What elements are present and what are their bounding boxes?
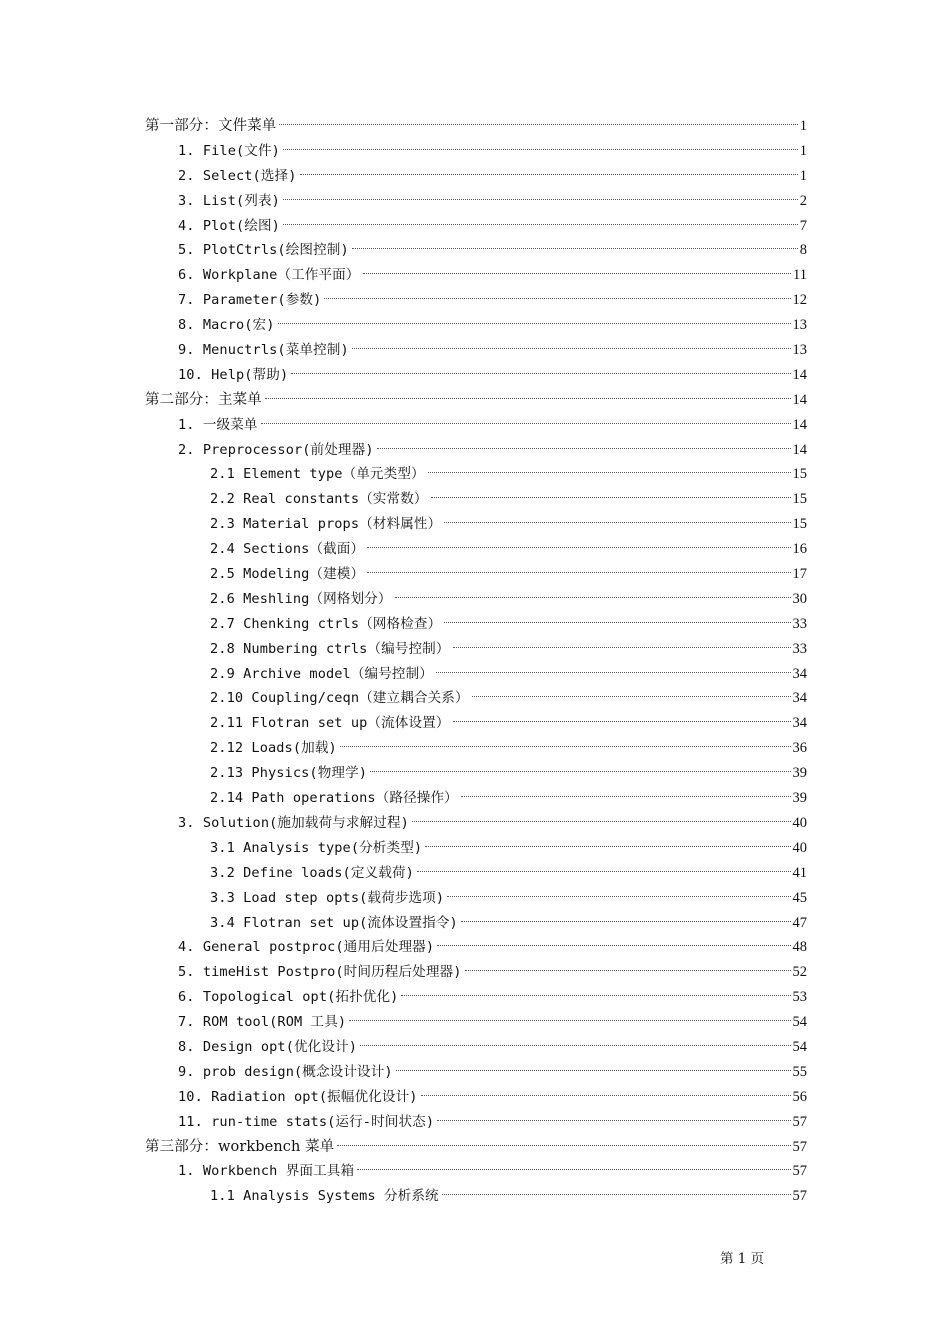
toc-dot-leader bbox=[300, 174, 798, 175]
toc-entry-label: 7. Parameter(参数) bbox=[178, 292, 322, 309]
toc-dot-leader bbox=[453, 647, 791, 648]
toc-entry-label: 2.8 Numbering ctrls（编号控制） bbox=[210, 640, 450, 657]
toc-entry[interactable] bbox=[145, 1060, 807, 1085]
toc-dot-leader bbox=[370, 771, 790, 772]
toc-entry-label: 2.5 Modeling（建模） bbox=[210, 566, 365, 583]
toc-entry-page-number: 2 bbox=[799, 192, 807, 209]
toc-entry[interactable] bbox=[145, 911, 807, 936]
toc-entry[interactable] bbox=[145, 288, 807, 313]
toc-entry[interactable] bbox=[145, 487, 807, 512]
toc-entry-page-number: 40 bbox=[792, 814, 807, 831]
toc-entry-label: 2.4 Sections（截面） bbox=[210, 541, 365, 558]
toc-entry-page-number: 57 bbox=[792, 1138, 807, 1155]
toc-entry-label: 2.6 Meshling（网格划分） bbox=[210, 590, 392, 607]
toc-entry-page-number: 40 bbox=[792, 839, 807, 856]
toc-entry-page-number: 1 bbox=[799, 118, 807, 134]
toc-entry-page-number: 54 bbox=[792, 1014, 807, 1031]
toc-entry-page-number: 14 bbox=[792, 391, 807, 408]
toc-entry-label: 5. timeHist Postpro(时间历程后处理器) bbox=[178, 964, 462, 981]
toc-dot-leader bbox=[265, 398, 791, 399]
toc-entry[interactable] bbox=[145, 711, 807, 736]
toc-dot-leader bbox=[401, 995, 790, 996]
toc-entry[interactable] bbox=[145, 462, 807, 487]
toc-entry-page-number: 17 bbox=[792, 566, 807, 583]
toc-dot-leader bbox=[367, 547, 790, 548]
toc-entry-page-number: 15 bbox=[792, 516, 807, 533]
toc-entry[interactable] bbox=[145, 1159, 807, 1184]
toc-dot-leader bbox=[324, 298, 790, 299]
toc-dot-leader bbox=[447, 896, 790, 897]
toc-dot-leader bbox=[363, 273, 791, 274]
toc-entry[interactable] bbox=[145, 338, 807, 363]
toc-dot-leader bbox=[261, 423, 791, 424]
toc-entry-page-number: 57 bbox=[792, 1163, 807, 1180]
toc-entry[interactable] bbox=[145, 861, 807, 886]
toc-entry[interactable] bbox=[145, 1010, 807, 1035]
toc-dot-leader bbox=[283, 224, 798, 225]
toc-entry-label: 8. Design opt(优化设计) bbox=[178, 1038, 358, 1055]
toc-dot-leader bbox=[461, 921, 791, 922]
toc-entry[interactable] bbox=[145, 637, 807, 662]
toc-entry-label: 7. ROM tool(ROM 工具) bbox=[178, 1014, 347, 1031]
toc-entry-page-number: 15 bbox=[792, 491, 807, 508]
toc-entry-page-number: 1 bbox=[799, 167, 807, 184]
toc-entry[interactable] bbox=[145, 164, 807, 189]
toc-dot-leader bbox=[377, 448, 791, 449]
toc-entry[interactable] bbox=[145, 388, 807, 413]
toc-entry-page-number: 52 bbox=[792, 964, 807, 981]
toc-entry[interactable] bbox=[145, 214, 807, 239]
toc-entry-label: 2.3 Material props（材料属性） bbox=[210, 516, 442, 533]
toc-entry-label: 2.13 Physics(物理学) bbox=[210, 765, 368, 782]
toc-entry-page-number: 45 bbox=[792, 889, 807, 906]
toc-entry-label: 2.1 Element type（单元类型） bbox=[210, 466, 425, 483]
toc-entry[interactable] bbox=[145, 189, 807, 214]
toc-entry[interactable] bbox=[145, 612, 807, 637]
toc-dot-leader bbox=[421, 1095, 791, 1096]
toc-entry-label: 1.1 Analysis Systems 分析系统 bbox=[210, 1188, 439, 1205]
toc-entry[interactable] bbox=[145, 114, 807, 139]
toc-entry[interactable] bbox=[145, 139, 807, 164]
toc-dot-leader bbox=[278, 323, 791, 324]
toc-dot-leader bbox=[283, 149, 798, 150]
toc-entry-page-number: 34 bbox=[792, 715, 807, 732]
toc-dot-leader bbox=[283, 199, 798, 200]
toc-entry-page-number: 15 bbox=[792, 466, 807, 483]
toc-entry-label: 6. Workplane（工作平面） bbox=[178, 267, 360, 284]
toc-dot-leader bbox=[472, 696, 791, 697]
toc-entry[interactable] bbox=[145, 1035, 807, 1060]
toc-entry-label: 第三部分：workbench 菜单 bbox=[145, 1138, 335, 1155]
toc-entry-label: 3.2 Define loads(定义载荷) bbox=[210, 864, 414, 881]
toc-entry-page-number: 48 bbox=[792, 939, 807, 956]
toc-entry-page-number: 39 bbox=[792, 790, 807, 807]
toc-entry-page-number: 13 bbox=[792, 342, 807, 359]
toc-dot-leader bbox=[340, 746, 791, 747]
toc-entry-label: 2.10 Coupling/ceqn（建立耦合关系） bbox=[210, 690, 469, 707]
toc-entry-label: 第一部分：文件菜单 bbox=[145, 118, 277, 134]
toc-dot-leader bbox=[337, 1145, 790, 1146]
toc-entry-page-number: 34 bbox=[792, 665, 807, 682]
toc-entry-label: 2. Preprocessor(前处理器) bbox=[178, 441, 374, 458]
toc-entry-page-number: 41 bbox=[792, 864, 807, 881]
toc-entry-label: 1. Workbench 界面工具箱 bbox=[178, 1163, 355, 1180]
toc-entry[interactable] bbox=[145, 786, 807, 811]
toc-entry-label: 2.7 Chenking ctrls（网格检查） bbox=[210, 615, 442, 632]
toc-entry-page-number: 14 bbox=[792, 441, 807, 458]
toc-entry-page-number: 39 bbox=[792, 765, 807, 782]
toc-entry-page-number: 33 bbox=[792, 640, 807, 657]
toc-dot-leader bbox=[431, 497, 791, 498]
toc-entry-page-number: 11 bbox=[793, 267, 807, 284]
toc-dot-leader bbox=[428, 472, 791, 473]
toc-dot-leader bbox=[357, 1169, 790, 1170]
toc-entry-label: 10. Help(帮助) bbox=[178, 366, 289, 383]
toc-entry-page-number: 16 bbox=[792, 541, 807, 558]
toc-entry[interactable] bbox=[145, 537, 807, 562]
toc-entry-page-number: 47 bbox=[792, 914, 807, 931]
toc-entry[interactable] bbox=[145, 263, 807, 288]
toc-entry-label: 2.12 Loads(加载) bbox=[210, 740, 337, 757]
page-footer: 第 1 页 bbox=[720, 1251, 765, 1267]
toc-entry[interactable] bbox=[145, 935, 807, 960]
toc-entry-label: 3.1 Analysis type(分析类型) bbox=[210, 839, 423, 856]
toc-entry-label: 3. Solution(施加载荷与求解过程) bbox=[178, 814, 409, 831]
toc-entry-label: 1. File(文件) bbox=[178, 142, 280, 159]
toc-entry-page-number: 14 bbox=[792, 416, 807, 433]
toc-entry[interactable] bbox=[145, 811, 807, 836]
toc-entry-label: 2.9 Archive model（编号控制） bbox=[210, 665, 433, 682]
toc-entry[interactable] bbox=[145, 313, 807, 338]
toc-entry-page-number: 54 bbox=[792, 1038, 807, 1055]
toc-entry-page-number: 30 bbox=[792, 590, 807, 607]
toc-entry[interactable] bbox=[145, 438, 807, 463]
toc-entry-page-number: 13 bbox=[792, 317, 807, 334]
toc-entry-label: 2.14 Path operations（路径操作） bbox=[210, 790, 458, 807]
toc-entry-label: 2.2 Real constants（实常数） bbox=[210, 491, 428, 508]
toc-dot-leader bbox=[442, 1194, 791, 1195]
toc-dot-leader bbox=[417, 871, 791, 872]
toc-entry-label: 4. Plot(绘图) bbox=[178, 217, 280, 234]
toc-entry[interactable] bbox=[145, 1184, 807, 1209]
toc-entry[interactable] bbox=[145, 1085, 807, 1110]
toc-entry-label: 3.3 Load step opts(载荷步选项) bbox=[210, 889, 445, 906]
toc-entry-label: 4. General postproc(通用后处理器) bbox=[178, 939, 435, 956]
toc-dot-leader bbox=[436, 672, 791, 673]
toc-entry-page-number: 14 bbox=[792, 366, 807, 383]
toc-entry-label: 第二部分：主菜单 bbox=[145, 391, 262, 408]
toc-entry-label: 11. run-time stats(运行-时间状态) bbox=[178, 1113, 435, 1130]
toc-entry-label: 2. Select(选择) bbox=[178, 167, 297, 184]
toc-dot-leader bbox=[444, 622, 790, 623]
toc-dot-leader bbox=[360, 1045, 790, 1046]
toc-entry[interactable] bbox=[145, 587, 807, 612]
toc-entry-page-number: 8 bbox=[799, 242, 807, 259]
toc-entry-label: 3.4 Flotran set up(流体设置指令) bbox=[210, 914, 458, 931]
toc-entry[interactable] bbox=[145, 662, 807, 687]
table-of-contents bbox=[145, 114, 807, 1209]
toc-dot-leader bbox=[395, 597, 791, 598]
toc-dot-leader bbox=[412, 821, 791, 822]
toc-entry[interactable] bbox=[145, 761, 807, 786]
toc-dot-leader bbox=[352, 248, 798, 249]
toc-entry-label: 1. 一级菜单 bbox=[178, 416, 258, 433]
toc-entry-label: 6. Topological opt(拓扑优化) bbox=[178, 989, 399, 1006]
toc-entry-page-number: 33 bbox=[792, 615, 807, 632]
toc-dot-leader bbox=[425, 846, 790, 847]
toc-entry[interactable] bbox=[145, 836, 807, 861]
toc-entry-label: 9. prob design(概念设计设计) bbox=[178, 1063, 393, 1080]
toc-entry[interactable] bbox=[145, 1135, 807, 1160]
toc-entry[interactable] bbox=[145, 686, 807, 711]
toc-entry-page-number: 53 bbox=[792, 989, 807, 1006]
toc-dot-leader bbox=[461, 796, 791, 797]
toc-entry-page-number: 55 bbox=[792, 1063, 807, 1080]
toc-entry[interactable] bbox=[145, 960, 807, 985]
toc-dot-leader bbox=[437, 945, 790, 946]
toc-dot-leader bbox=[444, 522, 790, 523]
toc-dot-leader bbox=[437, 1120, 790, 1121]
toc-entry-page-number: 12 bbox=[792, 292, 807, 309]
toc-dot-leader bbox=[279, 124, 797, 125]
toc-dot-leader bbox=[367, 572, 790, 573]
toc-entry[interactable] bbox=[145, 238, 807, 263]
toc-entry[interactable] bbox=[145, 562, 807, 587]
toc-entry-page-number: 1 bbox=[799, 142, 807, 159]
toc-entry[interactable] bbox=[145, 363, 807, 388]
toc-dot-leader bbox=[349, 1020, 790, 1021]
toc-entry-page-number: 34 bbox=[792, 690, 807, 707]
toc-dot-leader bbox=[453, 721, 791, 722]
toc-entry[interactable] bbox=[145, 736, 807, 761]
toc-entry-label: 3. List(列表) bbox=[178, 192, 280, 209]
toc-entry[interactable] bbox=[145, 413, 807, 438]
toc-entry[interactable] bbox=[145, 512, 807, 537]
toc-entry[interactable] bbox=[145, 985, 807, 1010]
toc-entry[interactable] bbox=[145, 1110, 807, 1135]
toc-entry-label: 10. Radiation opt(振幅优化设计) bbox=[178, 1088, 418, 1105]
toc-entry-page-number: 7 bbox=[799, 217, 807, 234]
toc-dot-leader bbox=[465, 970, 791, 971]
toc-entry-page-number: 57 bbox=[792, 1113, 807, 1130]
toc-entry-page-number: 56 bbox=[792, 1088, 807, 1105]
toc-dot-leader bbox=[396, 1070, 791, 1071]
toc-entry-label: 5. PlotCtrls(绘图控制) bbox=[178, 242, 349, 259]
toc-dot-leader bbox=[352, 348, 791, 349]
toc-entry-label: 9. Menuctrls(菜单控制) bbox=[178, 342, 349, 359]
toc-entry-page-number: 57 bbox=[792, 1188, 807, 1205]
toc-entry-label: 8. Macro(宏) bbox=[178, 317, 275, 334]
toc-entry-label: 2.11 Flotran set up（流体设置） bbox=[210, 715, 450, 732]
toc-dot-leader bbox=[291, 373, 790, 374]
toc-entry-page-number: 36 bbox=[792, 740, 807, 757]
toc-entry[interactable] bbox=[145, 886, 807, 911]
